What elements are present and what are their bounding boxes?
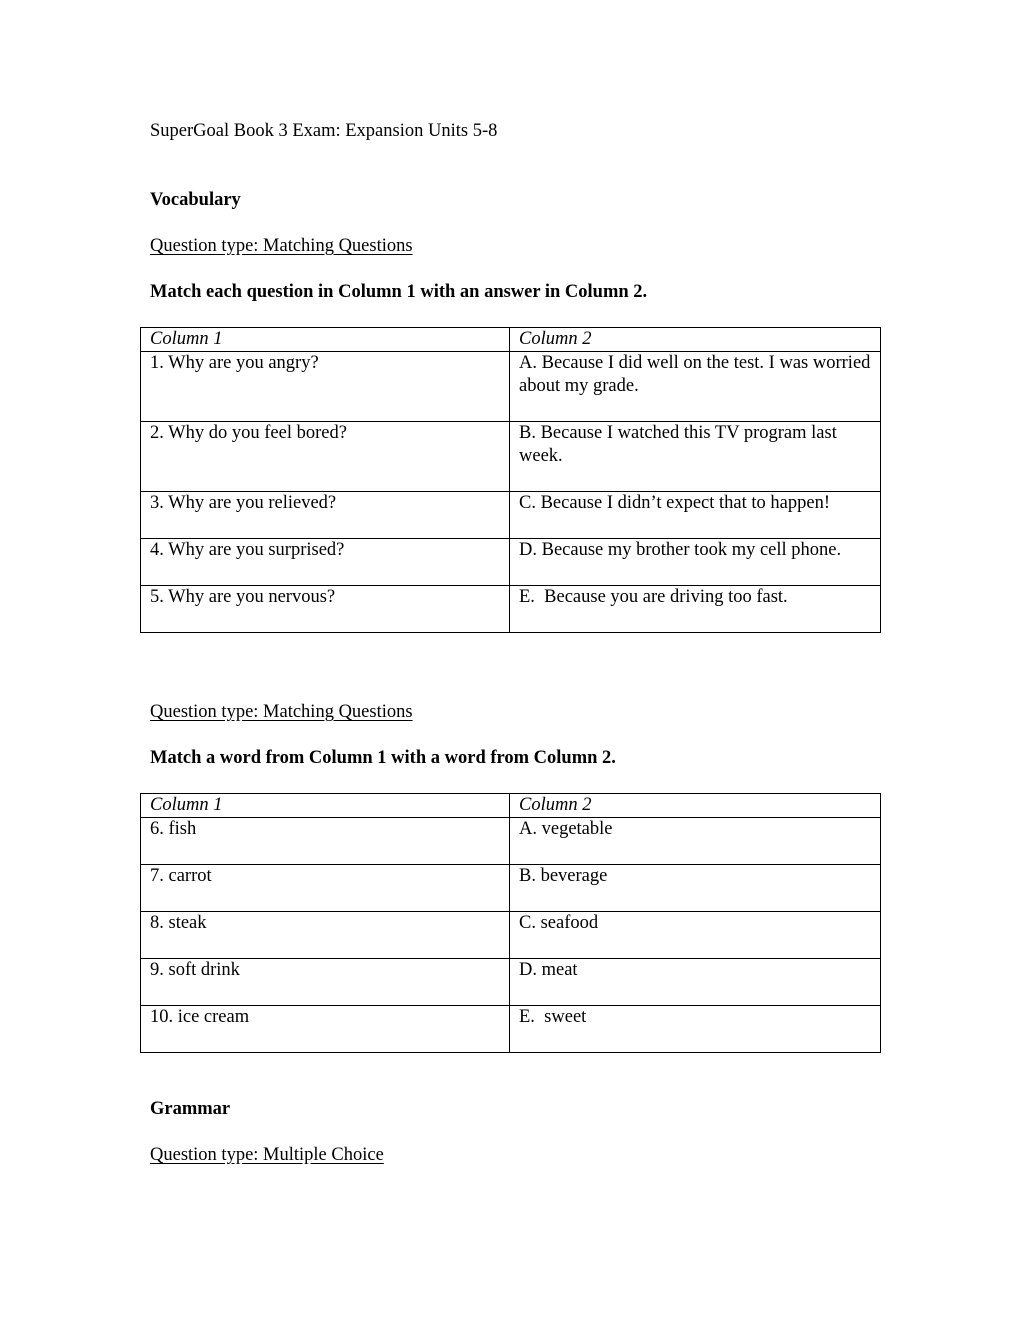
answer-cell: C. Because I didn’t expect that to happen! bbox=[510, 492, 881, 539]
document-title: SuperGoal Book 3 Exam: Expansion Units 5-8 bbox=[150, 121, 498, 141]
grammar-heading: Grammar bbox=[150, 1099, 231, 1119]
column2-header: Column 2 bbox=[510, 328, 881, 352]
question-cell: 5. Why are you nervous? bbox=[141, 586, 510, 633]
column1-header: Column 1 bbox=[141, 794, 510, 818]
table-row bbox=[141, 818, 881, 865]
category-cell: A. vegetable bbox=[510, 818, 881, 865]
word-cell: 7. carrot bbox=[141, 865, 510, 912]
table-header-row bbox=[141, 328, 881, 352]
section1-question-type: Question type: Matching Questions bbox=[150, 236, 413, 256]
question-cell: 1. Why are you angry? bbox=[141, 352, 510, 422]
table-row bbox=[141, 422, 881, 492]
question-cell: 4. Why are you surprised? bbox=[141, 539, 510, 586]
category-cell: B. beverage bbox=[510, 865, 881, 912]
matching-table-1 bbox=[140, 327, 881, 633]
answer-cell: D. Because my brother took my cell phone. bbox=[510, 539, 881, 586]
table-row bbox=[141, 912, 881, 959]
question-cell: 3. Why are you relieved? bbox=[141, 492, 510, 539]
column1-header: Column 1 bbox=[141, 328, 510, 352]
table-row bbox=[141, 865, 881, 912]
section2-question-type: Question type: Matching Questions bbox=[150, 702, 413, 722]
category-cell: D. meat bbox=[510, 959, 881, 1006]
word-cell: 9. soft drink bbox=[141, 959, 510, 1006]
matching-table-2 bbox=[140, 793, 881, 1053]
section1-instruction: Match each question in Column 1 with an answer in Column 2. bbox=[150, 282, 648, 302]
question-cell: 2. Why do you feel bored? bbox=[141, 422, 510, 492]
word-cell: 8. steak bbox=[141, 912, 510, 959]
answer-cell: E. Because you are driving too fast. bbox=[510, 586, 881, 633]
category-cell: C. seafood bbox=[510, 912, 881, 959]
table-row bbox=[141, 492, 881, 539]
table-row bbox=[141, 1006, 881, 1053]
section2-instruction: Match a word from Column 1 with a word from Column 2. bbox=[150, 748, 616, 768]
category-cell: E. sweet bbox=[510, 1006, 881, 1053]
table-header-row bbox=[141, 794, 881, 818]
grammar-question-type: Question type: Multiple Choice bbox=[150, 1145, 384, 1165]
table-row bbox=[141, 539, 881, 586]
column2-header: Column 2 bbox=[510, 794, 881, 818]
word-cell: 6. fish bbox=[141, 818, 510, 865]
word-cell: 10. ice cream bbox=[141, 1006, 510, 1053]
answer-cell: A. Because I did well on the test. I was worried about my grade. bbox=[510, 352, 881, 422]
table-row bbox=[141, 959, 881, 1006]
table-row bbox=[141, 586, 881, 633]
answer-cell: B. Because I watched this TV program last week. bbox=[510, 422, 881, 492]
vocabulary-heading: Vocabulary bbox=[150, 190, 241, 210]
table-row bbox=[141, 352, 881, 422]
